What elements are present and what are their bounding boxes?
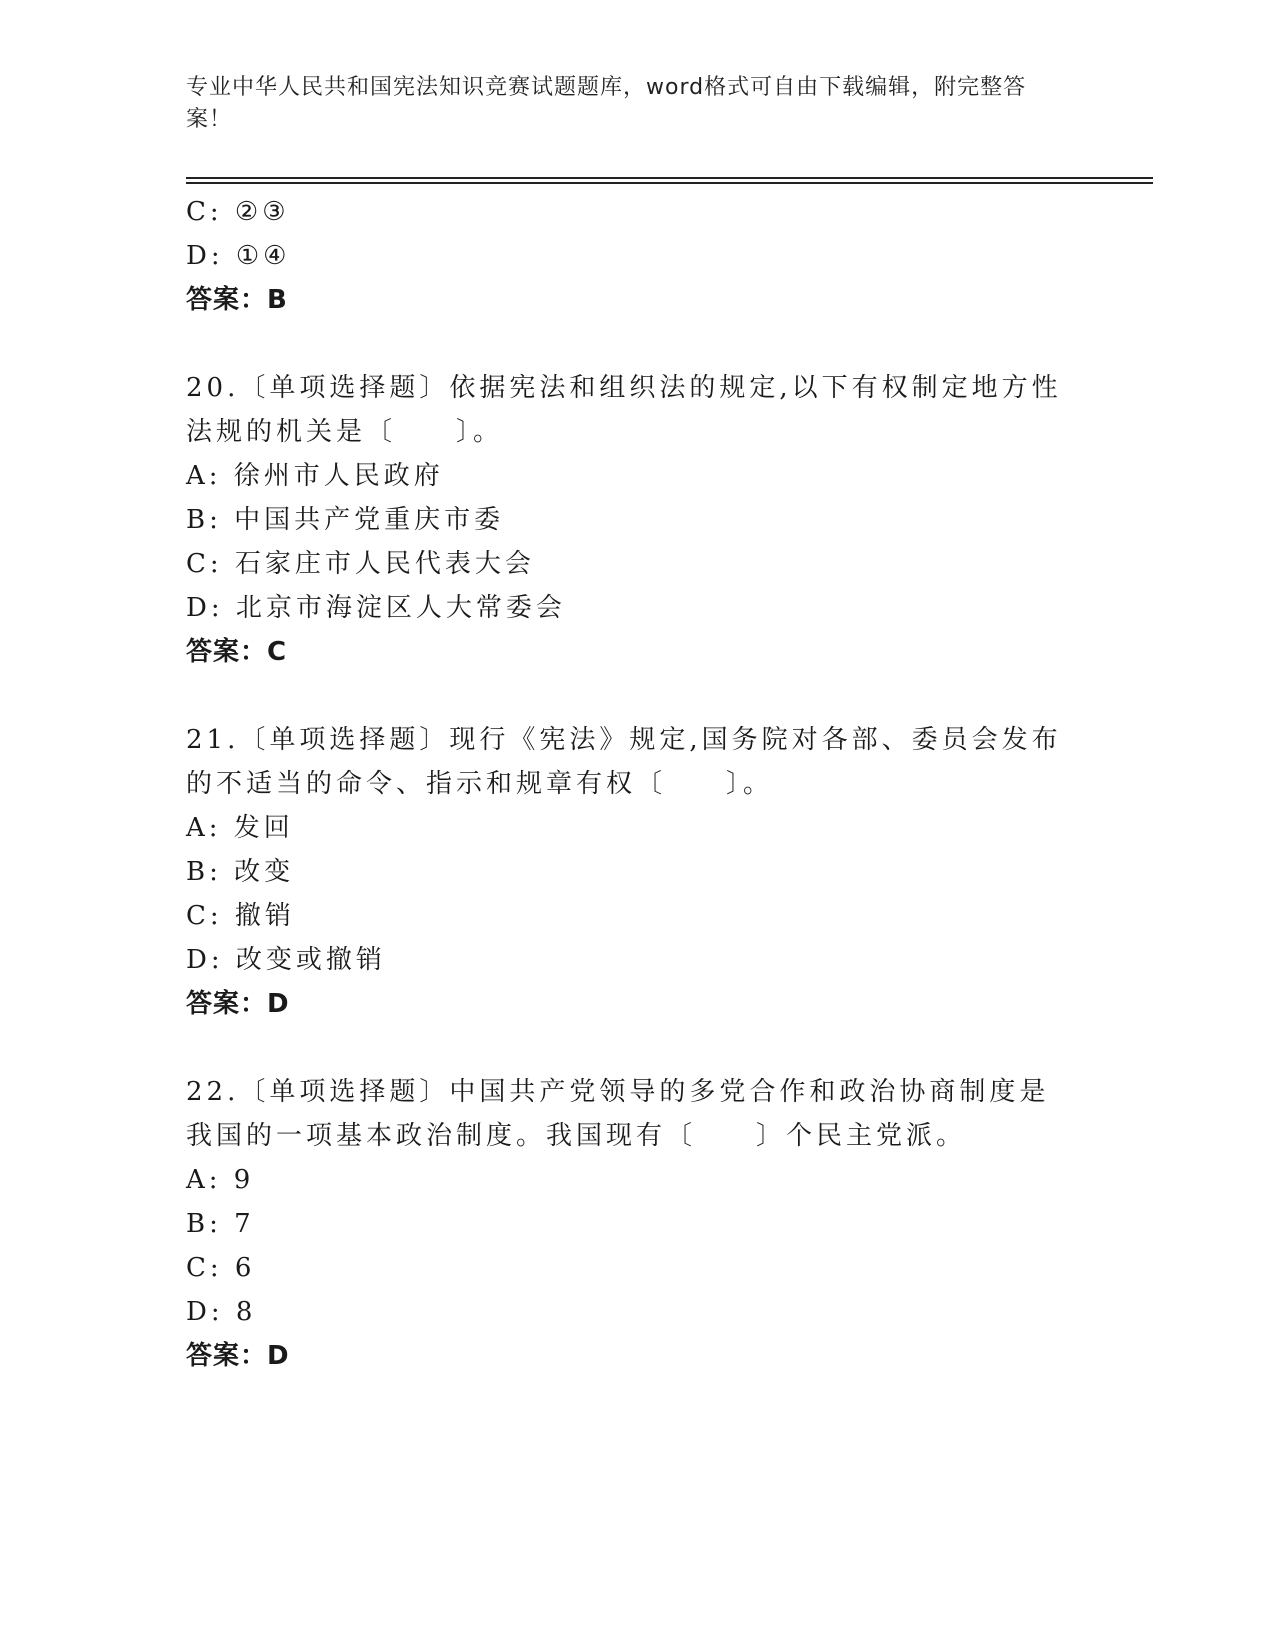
answer-line: 答案：B: [186, 285, 288, 315]
answer-line: 答案：D: [186, 1341, 290, 1371]
question-19-tail: [186, 190, 1086, 322]
option-d: D: 改变或撤销: [186, 945, 386, 975]
option-c: C: 6: [186, 1253, 256, 1283]
question-21: [186, 718, 1086, 1026]
header-rule-top: [186, 177, 1153, 179]
question-list: [186, 190, 1086, 1378]
spacer: [186, 674, 1086, 718]
option-d: D: 北京市海淀区人大常委会: [186, 593, 566, 623]
option-b: B: 改变: [186, 857, 295, 887]
question-stem: 22.〔单项选择题〕中国共产党领导的多党合作和政治协商制度是我国的一项基本政治制度。我国现有〔 〕个民主党派。: [186, 1077, 1050, 1151]
option-d: D: 8: [186, 1297, 257, 1327]
option-c: C: 石家庄市人民代表大会: [186, 549, 535, 579]
spacer: [186, 1026, 1086, 1070]
question-20: [186, 366, 1086, 674]
question-stem: 21.〔单项选择题〕现行《宪法》规定,国务院对各部、委员会发布的不适当的命令、指示和规章有权〔 〕。: [186, 725, 1062, 799]
option-b: B: 中国共产党重庆市委: [186, 505, 505, 535]
header-rule-bottom: [186, 182, 1153, 184]
header-note: 专业中华人民共和国宪法知识竞赛试题题库，word格式可自由下载编辑，附完整答案！: [186, 75, 1027, 132]
answer-line: 答案：D: [186, 989, 290, 1019]
option-d: D: ①④: [186, 241, 291, 271]
option-a: A: 9: [186, 1165, 255, 1195]
option-c: C: ②③: [186, 197, 290, 227]
spacer: [186, 322, 1086, 366]
question-22: [186, 1070, 1086, 1378]
answer-line: 答案：C: [186, 637, 288, 667]
option-a: A: 发回: [186, 813, 294, 843]
question-stem: 20.〔单项选择题〕依据宪法和组织法的规定,以下有权制定地方性法规的机关是〔 〕。: [186, 373, 1062, 447]
option-a: A: 徐州市人民政府: [186, 461, 444, 491]
option-c: C: 撤销: [186, 901, 295, 931]
option-b: B: 7: [186, 1209, 255, 1239]
